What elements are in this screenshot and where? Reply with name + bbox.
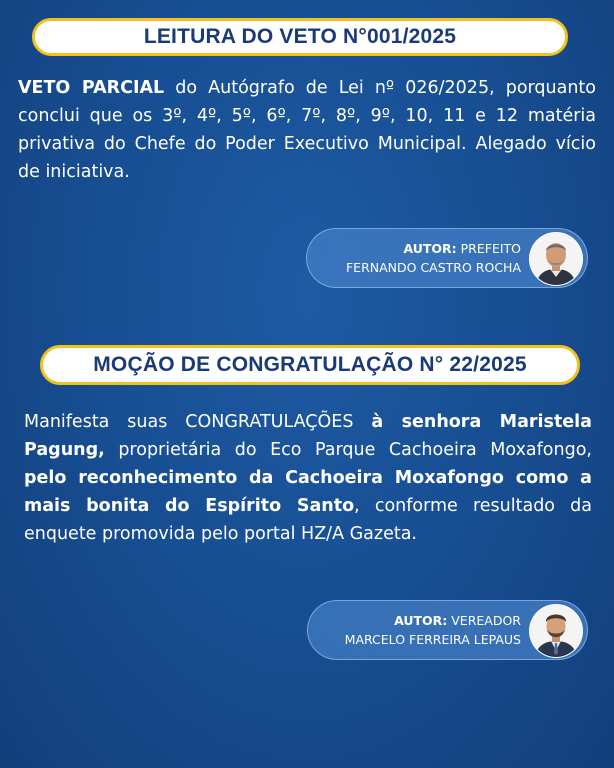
veto-author-role: PREFEITO bbox=[456, 241, 521, 256]
mocao-title-banner bbox=[40, 345, 580, 385]
veto-author-info bbox=[346, 239, 521, 277]
veto-author-avatar bbox=[529, 232, 583, 286]
mocao-author-name: MARCELO FERREIRA LEPAUS bbox=[344, 632, 521, 647]
mocao-bold-1: à senhora Maristela Pagung, bbox=[24, 412, 592, 460]
veto-title-banner bbox=[32, 18, 568, 56]
mocao-author-avatar bbox=[529, 604, 583, 658]
mocao-description bbox=[24, 408, 592, 548]
veto-lead-bold: VETO PARCIAL bbox=[18, 78, 165, 98]
mocao-author-info bbox=[345, 611, 521, 649]
mocao-text-2: proprietária do Eco Parque Cachoeira Moxafongo, bbox=[104, 440, 592, 460]
mocao-bold-2: pelo reconhecimento da Cachoeira Moxafongo como a mais bonita do Espírito Santo bbox=[24, 468, 592, 516]
mocao-author-card bbox=[307, 600, 588, 660]
veto-author-label: AUTOR: bbox=[403, 241, 457, 256]
veto-author-card bbox=[306, 228, 588, 288]
mocao-author-label: AUTOR: bbox=[394, 613, 448, 628]
veto-description bbox=[18, 74, 596, 186]
veto-author-name: FERNANDO CASTRO ROCHA bbox=[345, 260, 521, 275]
mocao-author-role: VEREADOR bbox=[447, 613, 521, 628]
veto-title: LEITURA DO VETO N°001/2025 bbox=[143, 25, 457, 48]
mocao-text-3: , conforme resultado da enquete promovida pelo portal HZ/A Gazeta. bbox=[24, 496, 593, 544]
veto-body-text: do Autógrafo de Lei nº 026/2025, porquanto conclui que os 3º, 4º, 5º, 6º, 7º, 8º, 9º, 10, 11 e 12 matéria privativa do Chefe do Poder Executivo Municipal. Alegado vício de iniciativa. bbox=[18, 78, 596, 182]
mocao-text-1: Manifesta suas CONGRATULAÇÕES bbox=[24, 412, 372, 432]
mocao-title: MOÇÃO DE CONGRATULAÇÃO N° 22/2025 bbox=[93, 353, 527, 376]
